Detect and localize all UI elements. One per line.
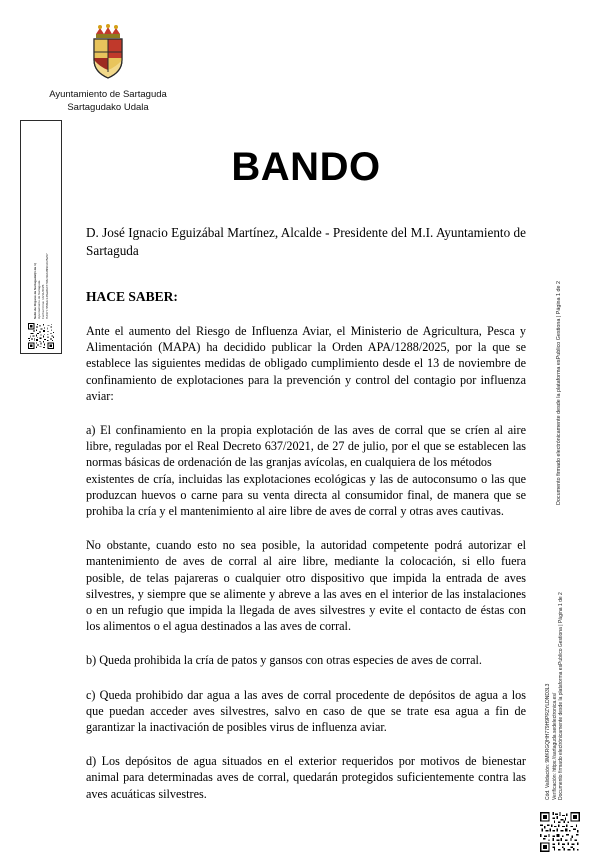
mayor-intro-paragraph: D. José Ignacio Eguizábal Martínez, Alcalde - Presidente del M.I. Ayuntamiento de Sartaguda [86, 225, 526, 258]
qr-code-icon [28, 323, 54, 349]
stamp-line-1: Sello de Organo de Sartaguda/(1 de 1) [32, 263, 37, 319]
paragraph-a: a) El confinamiento en la propia explotación de las aves de corral que se críen al aire libre, reguladas por el Real Decreto 637/2021, de 27 de julio, por el que se establecen las normas básicas de ordenación de las granjas avícolas, en cualquiera de los métodos [86, 423, 526, 470]
stamp-line-4: HASH: 55f6dc14fba8b477b5c3b2d8f90c025e57 [45, 253, 50, 319]
verification-url: Verificación: https://sartaguda.sedelectronica.es/ [551, 692, 558, 800]
verification-code: Cód. Validación: 9MKRGQHH779H9PRZYLDND3L3 [545, 683, 551, 800]
paragraph-b: b) Queda prohibida la cría de patos y gansos con otras especies de aves de corral. [86, 653, 482, 668]
verification-block [545, 580, 565, 800]
page-footer-note: Documento firmado electrónicamente desde la plataforma esPublico Gestiona | Página 1 de 2 [556, 280, 562, 505]
stamp-line-2: Ayuntamiento de Sartaguda [36, 280, 41, 319]
paragraph-d: d) Los depósitos de agua situados en el exterior requeridos por motivos de bienestar animal para determinadas aves de corral, quedarán protegidos suficientemente contra las aves acuáticas silvestres. [86, 754, 526, 801]
org-name-eu: Sartagudako Udala [67, 102, 149, 113]
qr-code-icon [540, 812, 580, 852]
paragraph-0: Ante el aumento del Riesgo de Influenza Aviar, el Ministerio de Agricultura, Pesca y Alimentación (MAPA) ha decidido publicar la Orden APA/1288/2025, por la que se establece las siguientes medidas de obligado cumplimiento desde el 13 de noviembre de confinamiento de explotaciones para la prevención y control del contagio por influenza aviar: [86, 324, 526, 403]
verification-note: Documento firmado electrónicamente desde la plataforma esPublico Gestiona | Página 1 de 2 [558, 592, 565, 800]
document-body [86, 0, 526, 802]
page-title: BANDO [231, 145, 381, 189]
paragraph-no-obstante: No obstante, cuando esto no sea posible, la autoridad competente podrá autorizar el mantenimiento de aves de corral al aire libre, mediante la colocación, si ello fuera posible, de telas pajareras o cualquier otro dispositivo que impida la entrada de aves silvestres, y siempre que se alimente y abreve a las aves en el interior de las instalaciones o en un refugio que impida la llegada de aves silvestres y evite el contacto de éstas con los alimentos o el agua destinados a las aves de corral. [86, 538, 526, 634]
hace-saber-heading: HACE SABER: [86, 289, 178, 304]
stamp-line-3: Fecha Firma: 14/11/2025 [41, 284, 45, 319]
signature-stamp-box [20, 120, 62, 354]
paragraph-c: c) Queda prohibido dar agua a las aves de corral procedente de depósitos de agua a los que puedan acceder aves silvestres, salvo en caso de que se trate esa agua a fin de garantizar la inactivación de posibles virus de influenza aviar. [86, 687, 526, 735]
paragraph-a-cont: existentes de cría, incluidas las explotaciones ecológicas y las de autoconsumo o las que produzcan huevos o carne para su venta directa al consumidor final, de manera que se prohiba la cría y el mantenimiento al aire libre de aves de corral y otras aves cautivas. [86, 471, 526, 519]
org-name-es: Ayuntamiento de Sartaguda [49, 89, 167, 100]
